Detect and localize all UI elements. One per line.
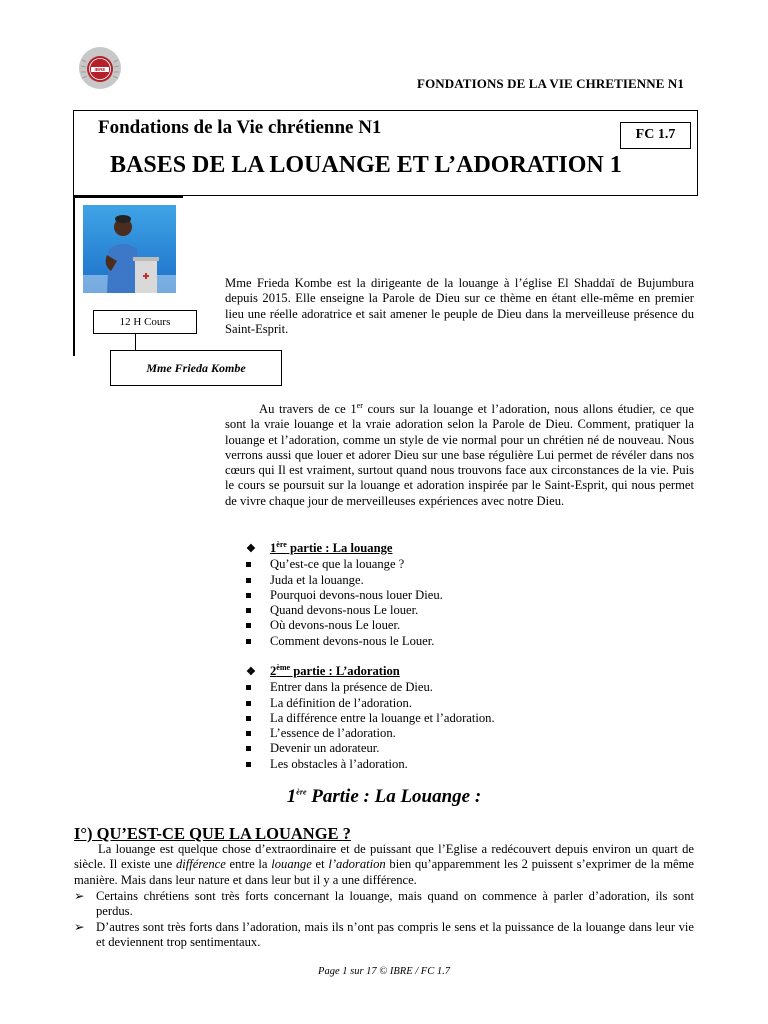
toc-part-2-label: partie : L’adoration [290, 664, 400, 678]
sidebar-divider-vertical [73, 196, 75, 356]
diamond-bullet-icon: ❖ [246, 666, 256, 678]
intro-text-rest: cours sur la louange et l’adoration, nous allons étudier, ce que sont la vraie louange et la vraie adoration selon la Parole de Dieu. Comment, pratiquer la louange et l’adoration, comme un style de vie normal pour un chrétien né de nouveau. Nous verrons aussi que louer et adorer Dieu sur une base régulière Lui permet de révéler dans nos cœurs qui Il est vraiment, surtout quand nous trouvons face aux circonstances de la vie. Puis le cours se poursuit sur la louange et adoration inspirée par le Saint-Esprit, qui nous permet de vivre chaque jour de merveilleuses expériences avec notre Dieu. [225, 402, 694, 508]
part-title-label: Partie : La Louange : [306, 786, 482, 807]
list-item: Quand devons-nous Le louer. [246, 603, 566, 618]
para-text-d: bien qu’apparemment les 2 puissent s’exprimer de la même manière. Mais dans leur nature et dans leur but il y a une différence. [74, 857, 695, 887]
list-item: Qu’est-ce que la louange ? [246, 557, 566, 572]
arrow-bullet-icon: ➢ [74, 889, 85, 903]
list-item: Où devons-nous Le louer. [246, 618, 566, 633]
list-item: La différence entre la louange et l’adoration. [246, 711, 566, 726]
list-item: Devenir un adorateur. [246, 741, 566, 756]
list-item: Pourquoi devons-nous louer Dieu. [246, 588, 566, 603]
list-item: Entrer dans la présence de Dieu. [246, 680, 566, 695]
logo-text: IBRE [94, 67, 106, 73]
intro-paragraph [225, 402, 694, 509]
teacher-name-box: Mme Frieda Kombe [110, 350, 282, 386]
para-emphasis-3: l’adoration [328, 857, 386, 872]
page-footer: Page 1 sur 17 © IBRE / FC 1.7 [318, 966, 450, 977]
list-item [74, 889, 694, 920]
toc-part-1-label: partie : La louange [286, 541, 393, 555]
para-emphasis-2: louange [271, 857, 312, 872]
page-title: BASES DE LA LOUANGE ET L’ADORATION 1 [110, 152, 622, 178]
teacher-bio: Mme Frieda Kombe est la dirigeante de la louange à l’église El Shaddaï de Bujumbura depuis 2015. Elle enseigne la Parole de Dieu sur ce thème en étant elle-même en premier lieu une réelle adoratrice et sait amener le peuple de Dieu dans la merveilleuse présence du Saint-Esprit. [225, 276, 694, 336]
toc-part-2-sup: ème [276, 662, 291, 672]
section-heading: I°) QU’EST-CE QUE LA LOUANGE ? [74, 824, 351, 843]
toc-part-1 [246, 541, 566, 649]
hours-badge: 12 H Cours [93, 310, 197, 334]
toc-part-2-num: 2 [270, 664, 277, 678]
part-title-sup: ère [296, 787, 307, 797]
toc-part-2-heading [246, 664, 566, 680]
arrow-bullet-list [74, 889, 694, 950]
course-name: Fondations de la Vie chrétienne N1 [98, 117, 382, 138]
intro-text-start: Au travers de ce 1 [259, 402, 357, 416]
diamond-bullet-icon: ❖ [246, 543, 256, 555]
intro-sup: er [356, 400, 363, 410]
bullet-text: Certains chrétiens sont très forts concernant la louange, mais quand on commence à parler d’adoration, ils sont perdus. [96, 889, 694, 919]
list-item: Comment devons-nous le Louer. [246, 634, 566, 649]
toc-part-1-num: 1 [270, 541, 277, 555]
para-emphasis-1: différence [175, 857, 226, 872]
speaker-photo [83, 205, 176, 293]
toc-part-1-sup: ère [276, 539, 287, 549]
sidebar-divider-horizontal [73, 196, 183, 198]
toc-part-1-heading [246, 541, 566, 557]
list-item: Les obstacles à l’adoration. [246, 757, 566, 772]
list-item [74, 920, 694, 951]
ibre-seal-icon [78, 46, 122, 90]
list-item: La définition de l’adoration. [246, 696, 566, 711]
toc-part-2 [246, 664, 566, 772]
part-title [0, 786, 768, 808]
part-title-num: 1 [286, 786, 297, 807]
running-header: FONDATIONS DE LA VIE CHRETIENNE N1 [417, 76, 684, 91]
course-code-badge: FC 1.7 [620, 122, 691, 149]
bullet-text: D’autres sont très forts dans l’adoration, mais ils n’ont pas compris le sens et la puissance de la louange dans leur vie et deviennent trop sentimentaux. [96, 919, 694, 949]
list-item: L’essence de l’adoration. [246, 726, 566, 741]
para-text-a: La louange est quelque chose d’extraordinaire et de puissant que l’Eglise a redécouvert depuis environ un quart de siècle. Il existe une [74, 842, 694, 872]
para-text-c: et [311, 857, 329, 872]
arrow-bullet-icon: ➢ [74, 919, 85, 934]
sidebar-connector [135, 334, 136, 350]
section-paragraph [74, 842, 694, 888]
list-item: Juda et la louange. [246, 573, 566, 588]
para-text-b: entre la [225, 857, 272, 872]
